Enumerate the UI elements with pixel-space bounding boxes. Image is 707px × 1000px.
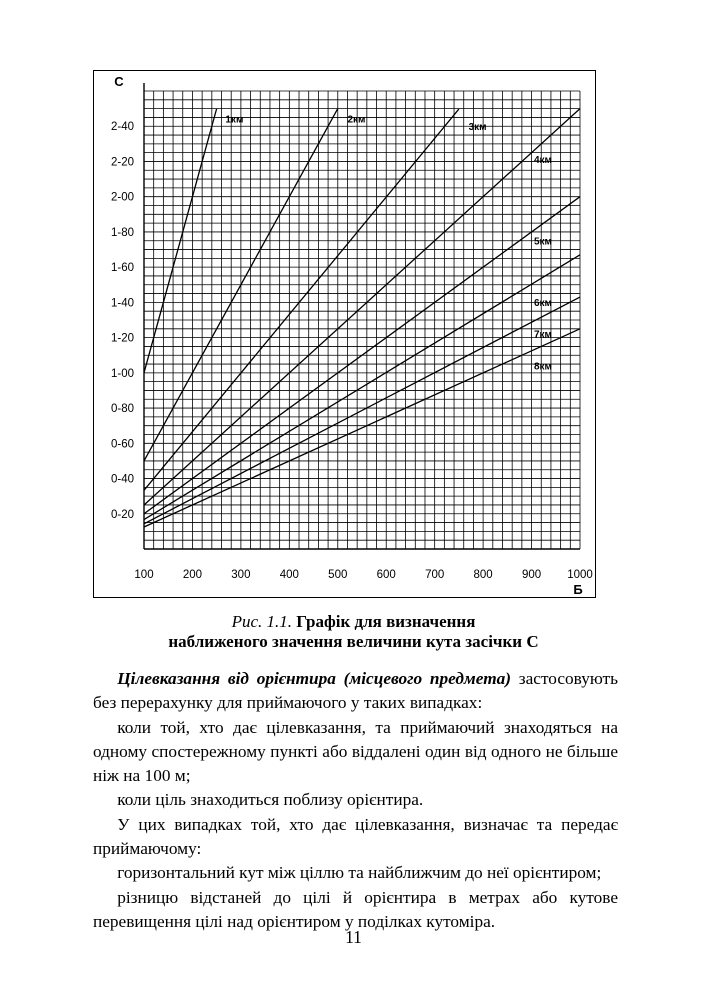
series-line-4km xyxy=(144,109,580,505)
paragraph-1 xyxy=(93,667,618,716)
y-tick-label: 1-80 xyxy=(110,226,134,239)
x-tick-label: 400 xyxy=(279,569,299,581)
series-label-8km: 8км xyxy=(533,361,552,373)
paragraph-1-emphasis: Цілевказання від орієнтира (місцевого предмета) xyxy=(117,669,512,688)
x-tick-label: 200 xyxy=(182,569,203,581)
y-tick-label: 0-40 xyxy=(110,473,134,486)
paragraph-3: коли ціль знаходиться поблизу орієнтира. xyxy=(117,790,424,810)
paragraph-4: У цих випадках той, хто дає цілевказання, визначає та передає приймаючому: xyxy=(93,814,618,859)
series-line-8km xyxy=(144,329,580,527)
series-label-6km: 6км xyxy=(533,297,552,309)
chart-frame xyxy=(93,70,596,598)
y-tick-label: 0-80 xyxy=(110,403,134,416)
series-label-2km: 2км xyxy=(347,114,366,126)
body-text xyxy=(93,667,618,934)
y-tick-label: 2-00 xyxy=(110,191,134,204)
x-tick-label: 300 xyxy=(231,569,251,581)
x-tick-label: 500 xyxy=(328,569,348,581)
y-tick-label: 1-40 xyxy=(110,297,134,310)
series-label-5km: 5км xyxy=(533,236,552,248)
x-axis-label: Б xyxy=(573,582,583,597)
series-label-1km: 1км xyxy=(225,114,244,126)
paragraph-1-rest: застосовують без перерахунку для приймаючого у таких випадках: xyxy=(93,669,618,713)
y-tick-label: 1-20 xyxy=(110,332,134,345)
y-axis-label: С xyxy=(114,74,124,89)
x-tick-label: 1000 xyxy=(567,569,593,581)
caption-lead: Рис. 1.1. xyxy=(231,612,293,631)
y-tick-label: 0-60 xyxy=(110,438,134,451)
figure-caption xyxy=(0,612,707,652)
y-tick-label: 1-60 xyxy=(110,262,134,275)
paragraph-2: коли той, хто дає цілевказання, та приймаючий знаходяться на одному спостережному пункті або віддалені один від одного не більше ніж на 100 м; xyxy=(93,717,618,786)
x-tick-label: 100 xyxy=(134,569,154,581)
y-tick-label: 1-00 xyxy=(110,367,134,380)
page-number: 11 xyxy=(345,927,362,947)
y-tick-label: 0-20 xyxy=(110,508,134,521)
series-label-4km: 4км xyxy=(533,155,552,167)
y-tick-label: 2-40 xyxy=(110,121,134,134)
x-tick-label: 700 xyxy=(425,569,445,581)
x-tick-label: 600 xyxy=(376,569,396,581)
caption-line2: наближеного значення величини кута засічки С xyxy=(168,632,539,651)
angle-chart xyxy=(94,71,595,597)
x-tick-label: 900 xyxy=(521,569,542,581)
series-line-6km xyxy=(144,255,580,520)
series-label-3km: 3км xyxy=(468,121,487,133)
caption-line1: Графік для визначення xyxy=(296,612,476,631)
y-tick-label: 2-20 xyxy=(110,156,134,169)
series-label-7km: 7км xyxy=(533,329,552,341)
x-tick-label: 800 xyxy=(473,569,493,581)
paragraph-5: горизонтальний кут між ціллю та найближчим до неї орієнтиром; xyxy=(117,863,602,883)
paragraph-6: різницю відстаней до цілі й орієнтира в метрах або кутове перевищення цілі над орієнтиром у поділках кутоміра. xyxy=(93,887,618,931)
series-line-3km xyxy=(144,109,459,490)
